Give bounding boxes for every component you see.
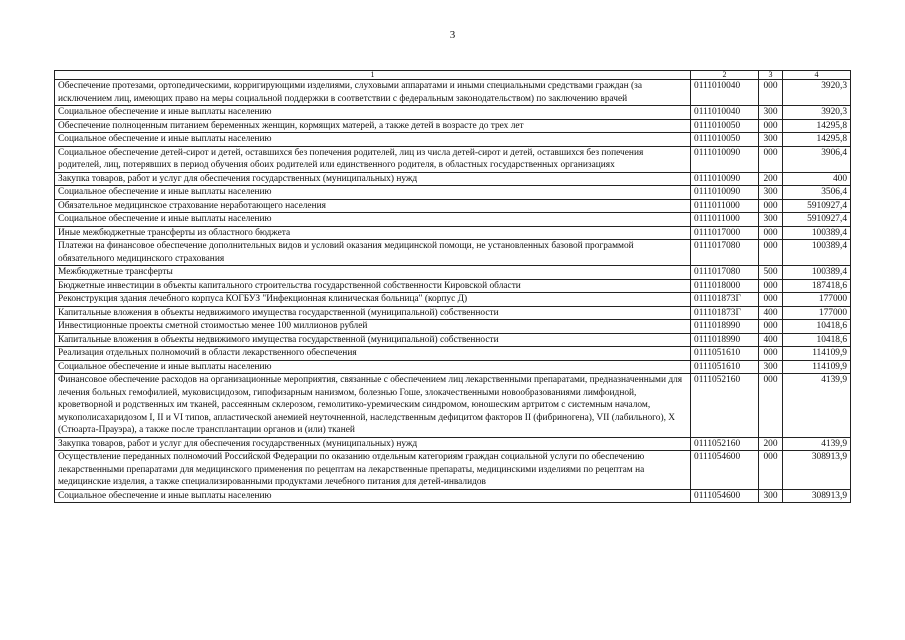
target-code-cell: 0111017080	[691, 266, 759, 280]
expense-name-cell: Капитальные вложения в объекты недвижимого имущества государственной (муниципальной) собственности	[55, 333, 691, 347]
expense-type-cell: 300	[759, 133, 783, 147]
expense-type-cell: 300	[759, 360, 783, 374]
expense-name-cell: Финансовое обеспечение расходов на организационные мероприятия, связанные с обеспечением лиц лекарственными препаратами, предназначенными для лечения больных гемофилией, муковисцидозом, гипофизарным нанизмом, болезнью Гоше, злокачественными новообразованиями лимфоидной, кроветворной и родственных им тканей, рассеянным склерозом, гемолитико-уремическим синдромом, юношеским артритом с системным началом, мукополисахаридозом I, II и VI типов, апластической анемией неуточненной, наследственным дефицитом факторов II (фибриногена), VII (лабильного), X (Стюарта-Прауэра), а также после трансплантации органов и (или) тканей	[55, 374, 691, 438]
table-row	[55, 133, 851, 147]
table-header-row	[55, 71, 851, 80]
expense-type-cell: 000	[759, 80, 783, 106]
amount-cell: 114109,9	[783, 347, 851, 361]
target-code-cell: 0111051610	[691, 360, 759, 374]
amount-cell: 400	[783, 172, 851, 186]
expense-type-cell: 000	[759, 374, 783, 438]
table-row	[55, 306, 851, 320]
expense-name-cell: Реализация отдельных полномочий в области лекарственного обеспечения	[55, 347, 691, 361]
target-code-cell: 0111010090	[691, 146, 759, 172]
target-code-cell: 0111010090	[691, 172, 759, 186]
amount-cell: 100389,4	[783, 266, 851, 280]
target-code-cell: 0111054600	[691, 451, 759, 490]
expense-type-cell: 200	[759, 172, 783, 186]
amount-cell: 100389,4	[783, 240, 851, 266]
table-row	[55, 226, 851, 240]
target-code-cell: 0111011000	[691, 213, 759, 227]
column-header-4: 4	[783, 71, 851, 80]
amount-cell: 177000	[783, 293, 851, 307]
expense-name-cell: Социальное обеспечение и иные выплаты населению	[55, 133, 691, 147]
target-code-cell: 0111011000	[691, 199, 759, 213]
target-code-cell: 0111018000	[691, 279, 759, 293]
table-row	[55, 437, 851, 451]
table-row	[55, 172, 851, 186]
table-row	[55, 186, 851, 200]
expense-name-cell: Бюджетные инвестиции в объекты капитального строительства государственной собственности Кировской области	[55, 279, 691, 293]
amount-cell: 10418,6	[783, 320, 851, 334]
expense-type-cell: 000	[759, 293, 783, 307]
expense-name-cell: Социальное обеспечение и иные выплаты населению	[55, 360, 691, 374]
expense-type-cell: 000	[759, 226, 783, 240]
expense-name-cell: Обеспечение протезами, ортопедическими, корригирующими изделиями, слуховыми аппаратами и иными специальными средствами граждан (за исключением лиц, имеющих право на меры социальной поддержки в соответствии с федеральным законодательством) по заключению врачей	[55, 80, 691, 106]
target-code-cell: 0111051610	[691, 347, 759, 361]
amount-cell: 4139,9	[783, 437, 851, 451]
target-code-cell: 011101873Г	[691, 293, 759, 307]
expense-name-cell: Закупка товаров, работ и услуг для обеспечения государственных (муниципальных) нужд	[55, 437, 691, 451]
expense-name-cell: Социальное обеспечение и иные выплаты населению	[55, 213, 691, 227]
target-code-cell: 0111052160	[691, 437, 759, 451]
expense-name-cell: Реконструкция здания лечебного корпуса КОГБУЗ "Инфекционная клиническая больница" (корпус Д)	[55, 293, 691, 307]
expense-type-cell: 000	[759, 146, 783, 172]
target-code-cell: 011101873Г	[691, 306, 759, 320]
expense-type-cell: 400	[759, 333, 783, 347]
table-row	[55, 199, 851, 213]
expense-type-cell: 300	[759, 186, 783, 200]
amount-cell: 3906,4	[783, 146, 851, 172]
amount-cell: 308913,9	[783, 451, 851, 490]
expense-type-cell: 000	[759, 199, 783, 213]
table-row	[55, 347, 851, 361]
amount-cell: 3920,3	[783, 106, 851, 120]
table-row	[55, 80, 851, 106]
expense-type-cell: 400	[759, 306, 783, 320]
table-row	[55, 489, 851, 503]
target-code-cell: 0111054600	[691, 489, 759, 503]
expense-name-cell: Платежи на финансовое обеспечение дополнительных видов и условий оказания медицинской помощи, не установленных базовой программой обязательного медицинского страхования	[55, 240, 691, 266]
table-row	[55, 240, 851, 266]
expense-name-cell: Обеспечение полноценным питанием беременных женщин, кормящих матерей, а также детей в возрасте до трех лет	[55, 119, 691, 133]
target-code-cell: 0111018990	[691, 320, 759, 334]
target-code-cell: 0111017000	[691, 226, 759, 240]
expense-type-cell: 000	[759, 279, 783, 293]
amount-cell: 114109,9	[783, 360, 851, 374]
target-code-cell: 0111018990	[691, 333, 759, 347]
table-row	[55, 374, 851, 438]
column-header-3: 3	[759, 71, 783, 80]
expense-name-cell: Закупка товаров, работ и услуг для обеспечения государственных (муниципальных) нужд	[55, 172, 691, 186]
table-row	[55, 213, 851, 227]
amount-cell: 5910927,4	[783, 213, 851, 227]
expense-type-cell: 300	[759, 489, 783, 503]
table-row	[55, 451, 851, 490]
expense-type-cell: 000	[759, 240, 783, 266]
amount-cell: 177000	[783, 306, 851, 320]
page-number: 3	[449, 29, 456, 41]
amount-cell: 187418,6	[783, 279, 851, 293]
amount-cell: 308913,9	[783, 489, 851, 503]
expense-name-cell: Межбюджетные трансферты	[55, 266, 691, 280]
expense-name-cell: Капитальные вложения в объекты недвижимого имущества государственной (муниципальной) собственности	[55, 306, 691, 320]
expense-name-cell: Осуществление переданных полномочий Российской Федерации по оказанию отдельным категориям граждан социальной услуги по обеспечению лекарственными препаратами для медицинского применения по рецептам на лекарственные препараты, медицинскими изделиями по рецептам на медицинские изделия, а также специализированными продуктами лечебного питания для детей-инвалидов	[55, 451, 691, 490]
expense-type-cell: 300	[759, 213, 783, 227]
target-code-cell: 0111010090	[691, 186, 759, 200]
table-row	[55, 119, 851, 133]
expense-type-cell: 500	[759, 266, 783, 280]
expense-name-cell: Социальное обеспечение и иные выплаты населению	[55, 106, 691, 120]
expense-type-cell: 200	[759, 437, 783, 451]
target-code-cell: 0111010050	[691, 133, 759, 147]
table-row	[55, 320, 851, 334]
expense-type-cell: 000	[759, 451, 783, 490]
amount-cell: 14295,8	[783, 133, 851, 147]
table-row	[55, 106, 851, 120]
expense-name-cell: Социальное обеспечение детей-сирот и детей, оставшихся без попечения родителей, лиц из числа детей-сирот и детей, оставшихся без попечения родителей, лиц, потерявших в период обучения обоих родителей или единственного родителя, в областных государственных организациях	[55, 146, 691, 172]
amount-cell: 4139,9	[783, 374, 851, 438]
target-code-cell: 0111010040	[691, 106, 759, 120]
target-code-cell: 0111052160	[691, 374, 759, 438]
table-row	[55, 266, 851, 280]
amount-cell: 10418,6	[783, 333, 851, 347]
target-code-cell: 0111017080	[691, 240, 759, 266]
budget-table	[54, 70, 851, 503]
table-row	[55, 279, 851, 293]
table-row	[55, 146, 851, 172]
amount-cell: 14295,8	[783, 119, 851, 133]
column-header-2: 2	[691, 71, 759, 80]
target-code-cell: 0111010040	[691, 80, 759, 106]
expense-name-cell: Социальное обеспечение и иные выплаты населению	[55, 186, 691, 200]
expense-type-cell: 000	[759, 320, 783, 334]
expense-name-cell: Иные межбюджетные трансферты из областного бюджета	[55, 226, 691, 240]
expense-type-cell: 300	[759, 106, 783, 120]
amount-cell: 3506,4	[783, 186, 851, 200]
expense-type-cell: 000	[759, 119, 783, 133]
expense-name-cell: Обязательное медицинское страхование неработающего населения	[55, 199, 691, 213]
expense-type-cell: 000	[759, 347, 783, 361]
expense-name-cell: Социальное обеспечение и иные выплаты населению	[55, 489, 691, 503]
column-header-1: 1	[55, 71, 691, 80]
table-row	[55, 360, 851, 374]
amount-cell: 3920,3	[783, 80, 851, 106]
target-code-cell: 0111010050	[691, 119, 759, 133]
amount-cell: 5910927,4	[783, 199, 851, 213]
amount-cell: 100389,4	[783, 226, 851, 240]
expense-name-cell: Инвестиционные проекты сметной стоимостью менее 100 миллионов рублей	[55, 320, 691, 334]
table-row	[55, 293, 851, 307]
table-row	[55, 333, 851, 347]
